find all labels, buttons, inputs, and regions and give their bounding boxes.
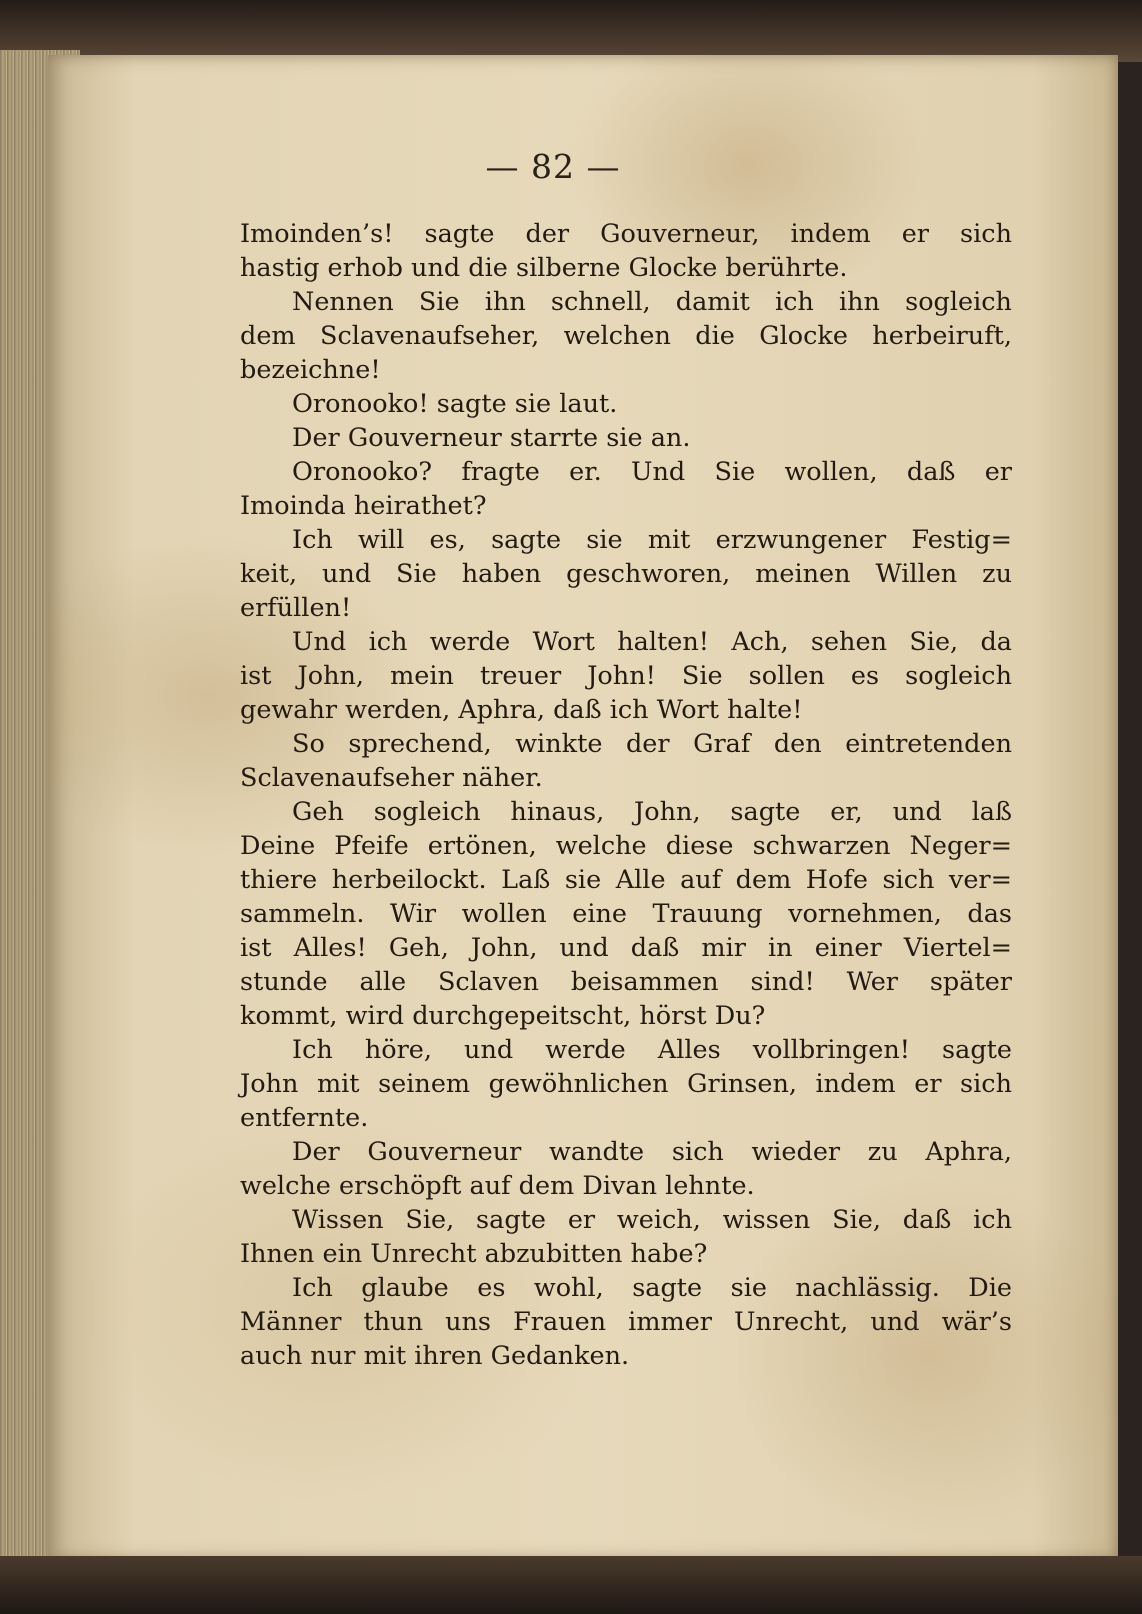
text-line: Ich will es, sagte sie mit erzwungener Festig= xyxy=(292,525,1012,555)
text-line: gewahr werden, Aphra, daß ich Wort halte! xyxy=(240,695,803,725)
text-line: erfüllen! xyxy=(240,593,352,623)
text-line: Sclavenaufseher näher. xyxy=(240,763,543,793)
text-line: dem Sclavenaufseher, welchen die Glocke herbeiruft, xyxy=(240,321,1012,351)
text-line: Oronooko! sagte sie laut. xyxy=(292,389,618,419)
text-line: keit, und Sie haben geschworen, meinen Willen zu xyxy=(240,559,1012,589)
text-line: Männer thun uns Frauen immer Unrecht, und wär’s xyxy=(240,1307,1012,1337)
text-line: kommt, wird durchgepeitscht, hörst Du? xyxy=(240,1001,766,1031)
text-line: entfernte. xyxy=(240,1103,369,1133)
text-line: ist John, mein treuer John! Sie sollen es sogleich xyxy=(240,661,1012,691)
text-line: hastig erhob und die silberne Glocke berührte. xyxy=(240,253,848,283)
text-line: Oronooko? fragte er. Und Sie wollen, daß er xyxy=(292,457,1012,487)
text-line: Wissen Sie, sagte er weich, wissen Sie, daß ich xyxy=(292,1205,1012,1235)
text-line: John mit seinem gewöhnlichen Grinsen, indem er sich xyxy=(240,1069,1012,1099)
body-text xyxy=(240,217,1012,1373)
text-line: welche erschöpft auf dem Divan lehnte. xyxy=(240,1171,755,1201)
text-line: thiere herbeilockt. Laß sie Alle auf dem Hofe sich ver= xyxy=(240,865,1012,895)
text-line: Der Gouverneur starrte sie an. xyxy=(292,423,691,453)
text-line: Der Gouverneur wandte sich wieder zu Aphra, xyxy=(292,1137,1012,1167)
text-line: So sprechend, winkte der Graf den eintretenden xyxy=(292,729,1012,759)
book-cover-bottom-edge xyxy=(0,1556,1142,1614)
text-line: Ich höre, und werde Alles vollbringen! sagte xyxy=(292,1035,1012,1065)
text-line: Imoinda heirathet? xyxy=(240,491,487,521)
book-page xyxy=(48,55,1118,1560)
page-number: — 82 — xyxy=(485,147,621,186)
text-line: Imoinden’s! sagte der Gouverneur, indem er sich xyxy=(240,219,1012,249)
text-line: Und ich werde Wort halten! Ach, sehen Sie, da xyxy=(292,627,1012,657)
text-line: ist Alles! Geh, John, und daß mir in einer Viertel= xyxy=(240,933,1012,963)
text-line: bezeichne! xyxy=(240,355,381,385)
text-line: sammeln. Wir wollen eine Trauung vornehmen, das xyxy=(240,899,1012,929)
text-line: stunde alle Sclaven beisammen sind! Wer später xyxy=(240,967,1012,997)
book-cover-top-edge xyxy=(0,0,1142,62)
text-line: Ihnen ein Unrecht abzubitten habe? xyxy=(240,1239,708,1269)
text-line: Geh sogleich hinaus, John, sagte er, und laß xyxy=(292,797,1012,827)
text-line: Nennen Sie ihn schnell, damit ich ihn sogleich xyxy=(292,287,1012,317)
text-line: auch nur mit ihren Gedanken. xyxy=(240,1341,630,1371)
text-line: Deine Pfeife ertönen, welche diese schwarzen Neger= xyxy=(240,831,1012,861)
text-line: Ich glaube es wohl, sagte sie nachlässig. Die xyxy=(292,1273,1012,1303)
